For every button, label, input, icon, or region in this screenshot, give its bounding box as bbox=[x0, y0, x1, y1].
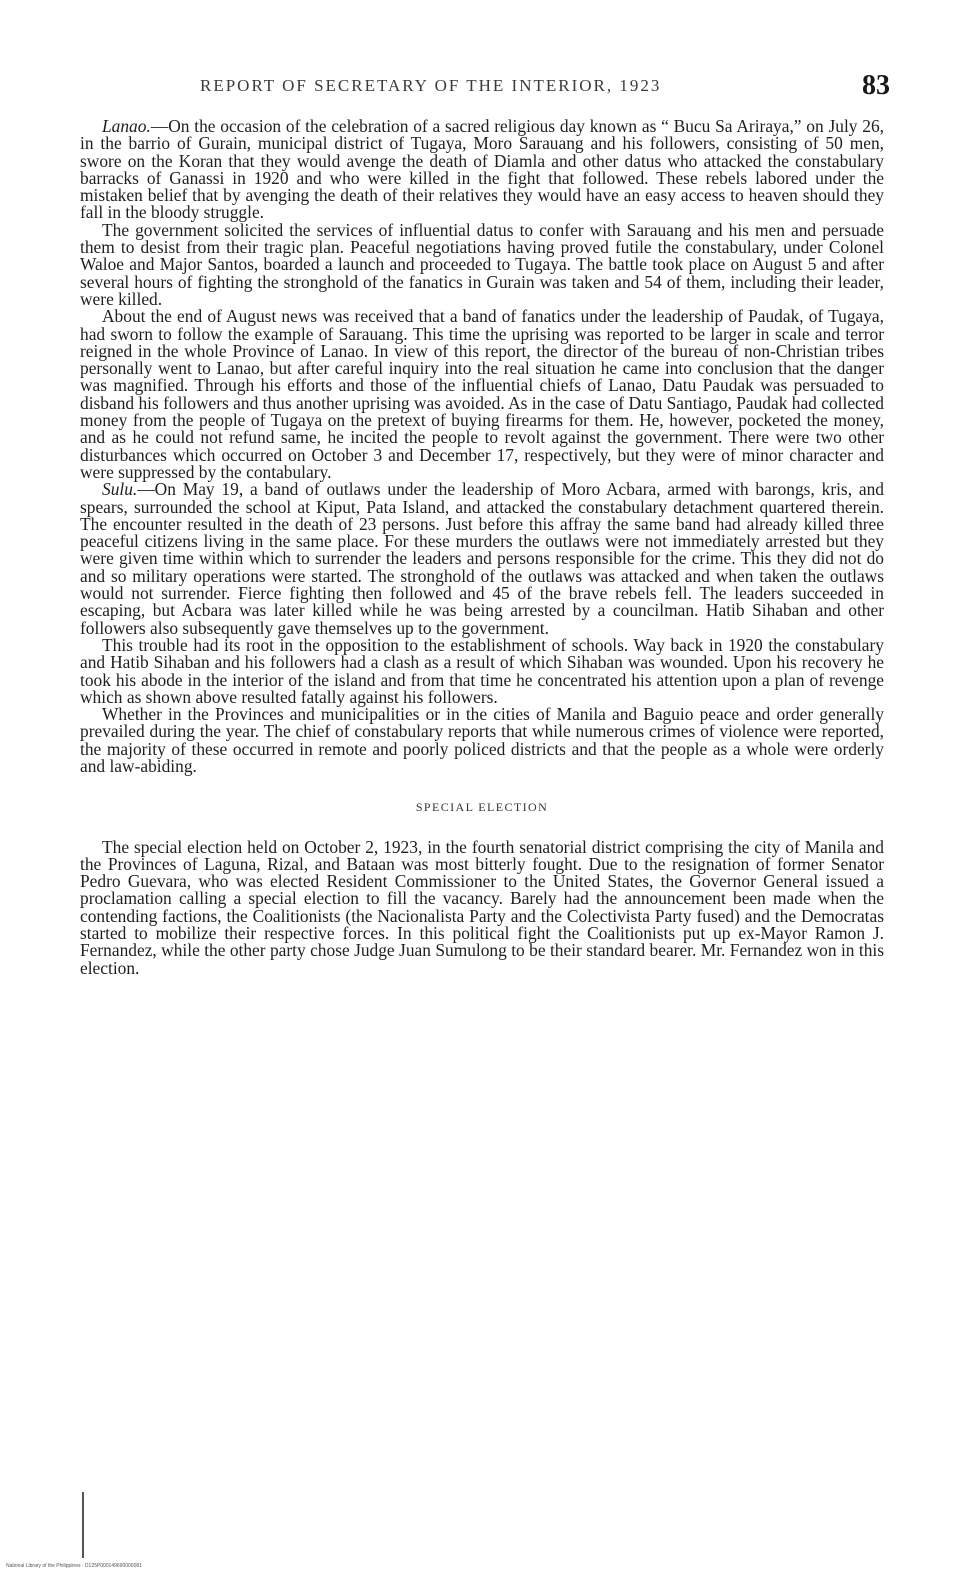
paragraph-sulu-text: —On May 19, a band of outlaws under the leadership of Moro Acbara, armed with barongs, kris, and spears, surrounded the school at Kiput, Pata Island, and attacked the constabulary detachment quartered therein. The encounter resulted in the death of 23 persons. Just before this affray the same band had already killed three peaceful citizens living in the same place. For these murders the outlaws were not immediately arrested but they were given time within which to surrender the leaders and persons responsible for the crime. This they did not do and so military operations were started. The stronghold of the outlaws was attacked and when taken the outlaws would not surrender. Fierce fighting then followed and 45 of the brave rebels fell. The leaders succeeded in escaping, but Acbara was later killed while he was being arrested by a councilman. Hatib Sihaban and other followers also subsequently gave themselves up to the government. bbox=[80, 479, 884, 638]
section-heading: SPECIAL ELECTION bbox=[415, 800, 549, 815]
margin-line bbox=[82, 1492, 84, 1558]
page-header bbox=[80, 70, 890, 110]
lanao-label: Lanao. bbox=[102, 116, 151, 136]
scan-footer: National Library of the Philippines · D125P000149690000081 bbox=[6, 1563, 142, 1569]
paragraph-lanao-text: —On the occasion of the celebration of a sacred religious day known as “ Bucu Sa Ariraya,” on July 26, in the barrio of Gurain, municipal district of Tugaya, Moro Sarauang and his followers, consisting of 50 men, swore on the Koran that they would avenge the death of Diamla and other datus who attacked the constabulary barracks of Ganassi in 1920 and who were killed in the fight that followed. These rebels labored under the mistaken belief that by avenging the death of their relatives they would have an easy access to heaven should they fall in the bloody struggle. bbox=[80, 116, 884, 223]
body-text bbox=[80, 118, 884, 977]
paragraph-trouble-root: This trouble had its root in the opposition to the establishment of schools. Way back in 1920 the constabulary and Hatib Sihaban and his followers had a clash as a result of which Sihaban was wounded. Upon his recovery he took his abode in the interior of the island and from that time he concentrated his attention upon a plan of revenge which as shown above resulted fatally against his followers. bbox=[80, 634, 884, 707]
paragraph-sulu bbox=[80, 481, 884, 637]
paragraph-special-election: The special election held on October 2, 1923, in the fourth senatorial district comprising the city of Manila and the Provinces of Laguna, Rizal, and Bataan was most bitterly fought. Due to the resignation of former Senator Pedro Guevara, who was elected Resident Commissioner to the United States, the Governor General issued a proclamation calling a special election to fill the vacancy. Barely had the announcement been made when the contending factions, the Coalitionists (the Nacionalista Party and the Colectivista Party fused) and the Democratas started to mobilize their respective forces. In this political fight the Coalitionists put up ex-Mayor Ramon J. Fernandez, while the other party chose Judge Juan Sumulong to be their standard bearer. Mr. Fernandez won in this election. bbox=[80, 836, 884, 978]
sulu-label: Sulu. bbox=[102, 479, 138, 500]
running-head: REPORT OF SECRETARY OF THE INTERIOR, 1923 bbox=[200, 76, 662, 95]
paragraph-peace-order: Whether in the Provinces and municipalities or in the cities of Manila and Baguio peace and order generally prevailed during the year. The chief of constabulary reports that while numerous crimes of violence were reported, the majority of these occurred in remote and poorly policed districts and that the people as a whole were orderly and law-abiding. bbox=[80, 704, 884, 776]
paragraph-paudak: About the end of August news was received that a band of fanatics under the leadership of Paudak, of Tugaya, had sworn to follow the example of Sarauang. This time the uprising was reported to be larger in scale and terror reigned in the whole Province of Lanao. In view of this report, the director of the bureau of non-Christian tribes personally went to Lanao, but after careful inquiry into the real situation he came into conclusion that the danger was magnified. Through his efforts and those of the influential chiefs of Lanao, Datu Paudak was persuaded to disband his followers and thus another uprising was avoided. As in the case of Datu Santiago, Paudak had collected money from the people of Tugaya on the pretext of buying firearms for them. He, however, pocketed the money, and as he could not refund same, he incited the people to revolt against the government. There were two other disturbances which occurred on October 3 and December 17, respectively, but they were of minor character and were suppressed by the contabulary. bbox=[80, 306, 884, 482]
paragraph-lanao bbox=[80, 118, 884, 222]
paragraph-government-solicited: The government solicited the services of influential datus to confer with Sarauang and his men and persuade them to desist from their tragic plan. Peaceful negotiations having proved futile the constabulary, under Colonel Waloe and Major Santos, boarded a launch and proceeded to Tugaya. The battle took place on August 5 and after several hours of fighting the stronghold of the fanatics in Gurain was taken and 54 of them, including their leader, were killed. bbox=[80, 219, 884, 309]
page-number: 83 bbox=[862, 70, 890, 101]
